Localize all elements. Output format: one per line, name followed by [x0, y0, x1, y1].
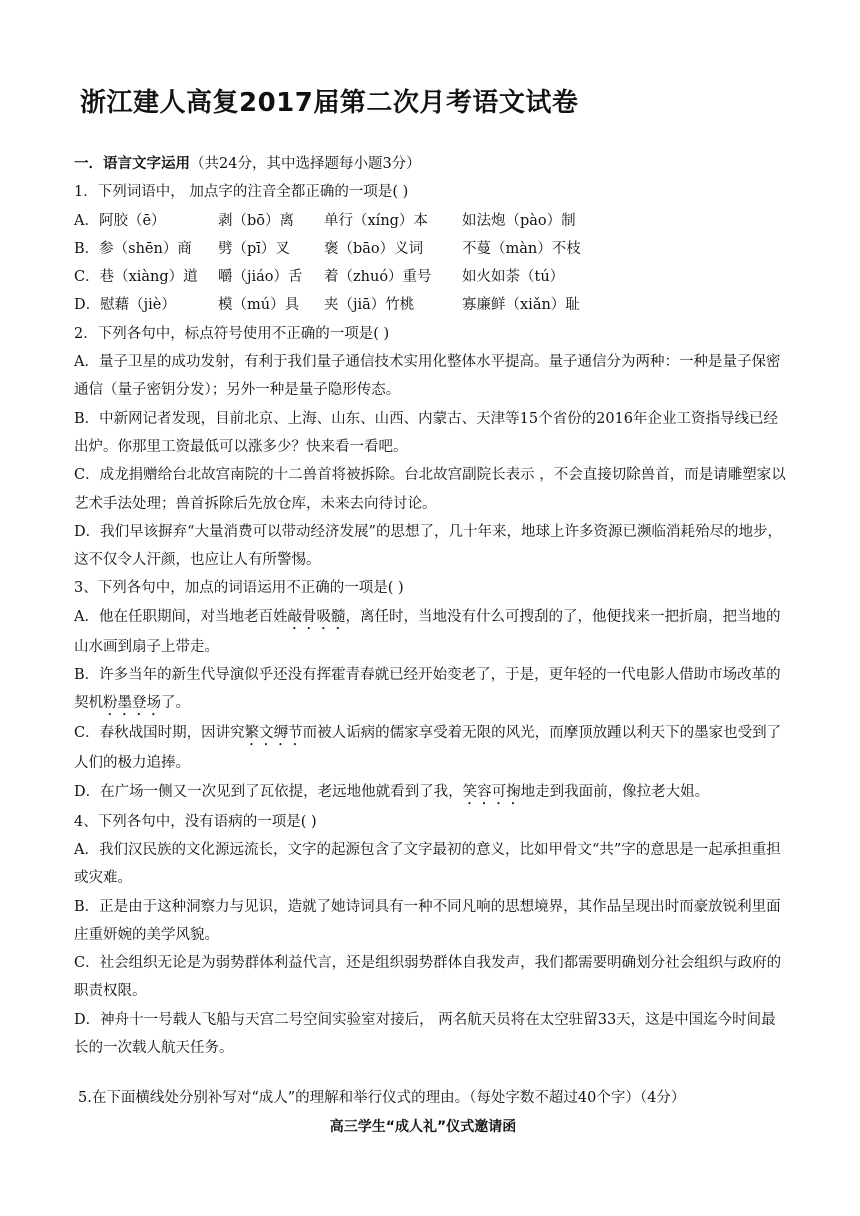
- option-cell: A．阿胶（ē）: [74, 212, 166, 229]
- option-text: A．他在任职期间，对当地老百姓: [74, 608, 288, 625]
- question-2-option-b: B．中新网记者发现，目前北京、上海、山东、山西、内蒙古、天津等15个省份的2016年企业工资指导线已经出炉。你那里工资最低可以涨多少？快来看一看吧。: [74, 410, 779, 455]
- option-text: 地走到我面前，像拉老大姐。: [520, 783, 710, 800]
- dotted-phrase: 繁文缛节: [244, 725, 303, 742]
- question-1-option-c: [74, 263, 788, 291]
- option-cell: 模（mú）具: [218, 297, 300, 314]
- section-heading-note: （共24分，其中选择题每小题3分）: [190, 156, 421, 172]
- exam-content: [74, 150, 788, 1141]
- question-1-option-d: [74, 291, 788, 319]
- option-cell: 如法炮（pào）制: [462, 212, 576, 229]
- question-3-option-c: [74, 719, 788, 777]
- option-cell: D．慰藉（jiè）: [74, 297, 176, 314]
- question-3-stem: 3、下列各句中，加点的词语运用不正确的一项是( ): [74, 580, 404, 597]
- option-text: ，离任时，当地没有什么可搜刮的了，他便找来一把折扇，把当地的山水画到扇子上带走。: [74, 608, 781, 655]
- exam-title: 浙江建人高复2017届第二次月考语文试卷: [80, 88, 579, 118]
- option-text: B．许多当年的新生代导演似乎还没有挥霍青春就已经开始变老了，于是，更年轻的一代电影人借助市场改革的契机: [74, 667, 781, 712]
- invitation-title: 高三学生“成人礼”仪式邀请函: [329, 1118, 517, 1135]
- question-2-option-a: A．量子卫星的成功发射，有利于我们量子通信技术实用化整体水平提高。量子通信分为两种：一种是量子保密通信（量子密钥分发）；另外一种是量子隐形传态。: [74, 354, 781, 399]
- option-cell: 着（zhuó）重号: [324, 269, 432, 286]
- option-cell: 夹（jiā）竹桃: [324, 297, 415, 314]
- option-cell: 褒（bāo）义词: [324, 240, 424, 257]
- question-4-option-a: A．我们汉民族的文化源远流长，文字的起源包含了文字最初的意义，比如甲骨文“共”字的意思是一起承担重担或灾难。: [74, 841, 781, 887]
- option-cell: 单行（xíng）本: [324, 212, 428, 229]
- question-2-stem: 2．下列各句中，标点符号使用不正确的一项是( ): [74, 325, 390, 342]
- spacer: [74, 1062, 788, 1084]
- question-1-option-a: [74, 207, 788, 235]
- dotted-phrase: 敲骨吸髓: [287, 608, 346, 625]
- option-cell: 嚼（jiáo）舌: [218, 269, 303, 286]
- question-4-stem: 4、下列各句中，没有语病的一项是( ): [74, 813, 317, 830]
- option-text: 而被人诟病的儒家享受着无限的风光，而摩顶放踵以利天下的墨家也受到了人们的极力追捧。: [74, 725, 782, 772]
- question-1-option-b: [74, 235, 788, 263]
- question-2-option-d: D．我们早该摒弃“大量消费可以带动经济发展”的思想了，几十年来，地球上许多资源已濒临消耗殆尽的地步，这不仅令人汗颜，也应让人有所警惕。: [74, 523, 782, 569]
- option-cell: 如火如荼（tú）: [462, 269, 565, 286]
- option-cell: 劈（pī）叉: [218, 240, 290, 257]
- question-4-option-c: C．社会组织无论是为弱势群体利益代言，还是组织弱势群体自我发声，我们都需要明确划分社会组织与政府的职责权限。: [74, 955, 782, 1000]
- dotted-phrase: 笑容可掬: [462, 783, 521, 800]
- question-2-option-c: C．成龙捐赠给台北故宫南院的十二兽首将被拆除。台北故宫副院长表示 ，不会直接切除兽首，而是请雕塑家以艺术手法处理；兽首拆除后先放仓库，未来去向待讨论。: [74, 467, 786, 512]
- option-cell: 寡廉鲜（xiǎn）耻: [462, 297, 580, 314]
- question-4-option-b: B．正是由于这种洞察力与见识，造就了她诗词具有一种不同凡响的思想境界，其作品呈现出时而豪放锐利里面庄重妍婉的美学风貌。: [74, 898, 781, 943]
- section-heading-label: 一．语言文字运用: [74, 155, 190, 172]
- question-3-option-d: [74, 778, 788, 808]
- question-5-stem: 5.在下面横线处分别补写对“成人”的理解和举行仪式的理由。（每处字数不超过40个字）（4分）: [78, 1090, 686, 1107]
- option-text: D．在广场一侧又一次见到了瓦依提，老远地他就看到了我，: [74, 783, 463, 800]
- question-3-option-a: [74, 603, 788, 661]
- option-cell: B．参（shēn）商: [74, 240, 192, 257]
- question-4-option-d: D．神舟十一号载人飞船与天宫二号空间实验室对接后， 两名航天员将在太空驻留33天，这是中国迄今时间最长的一次载人航天任务。: [74, 1011, 776, 1057]
- option-cell: C．巷（xiàng）道: [74, 269, 198, 286]
- option-cell: 剥（bō）离: [218, 212, 295, 229]
- dotted-phrase: 粉墨登场: [103, 695, 161, 712]
- option-text: 了。: [161, 695, 190, 712]
- section-heading: [74, 150, 788, 178]
- question-3-option-b: [74, 661, 788, 719]
- option-text: C．春秋战国时期，因讲究: [74, 725, 245, 742]
- question-1-stem: 1．下列词语中， 加点字的注音全都正确的一项是( ): [74, 184, 409, 201]
- option-cell: 不蔓（màn）不枝: [462, 240, 581, 257]
